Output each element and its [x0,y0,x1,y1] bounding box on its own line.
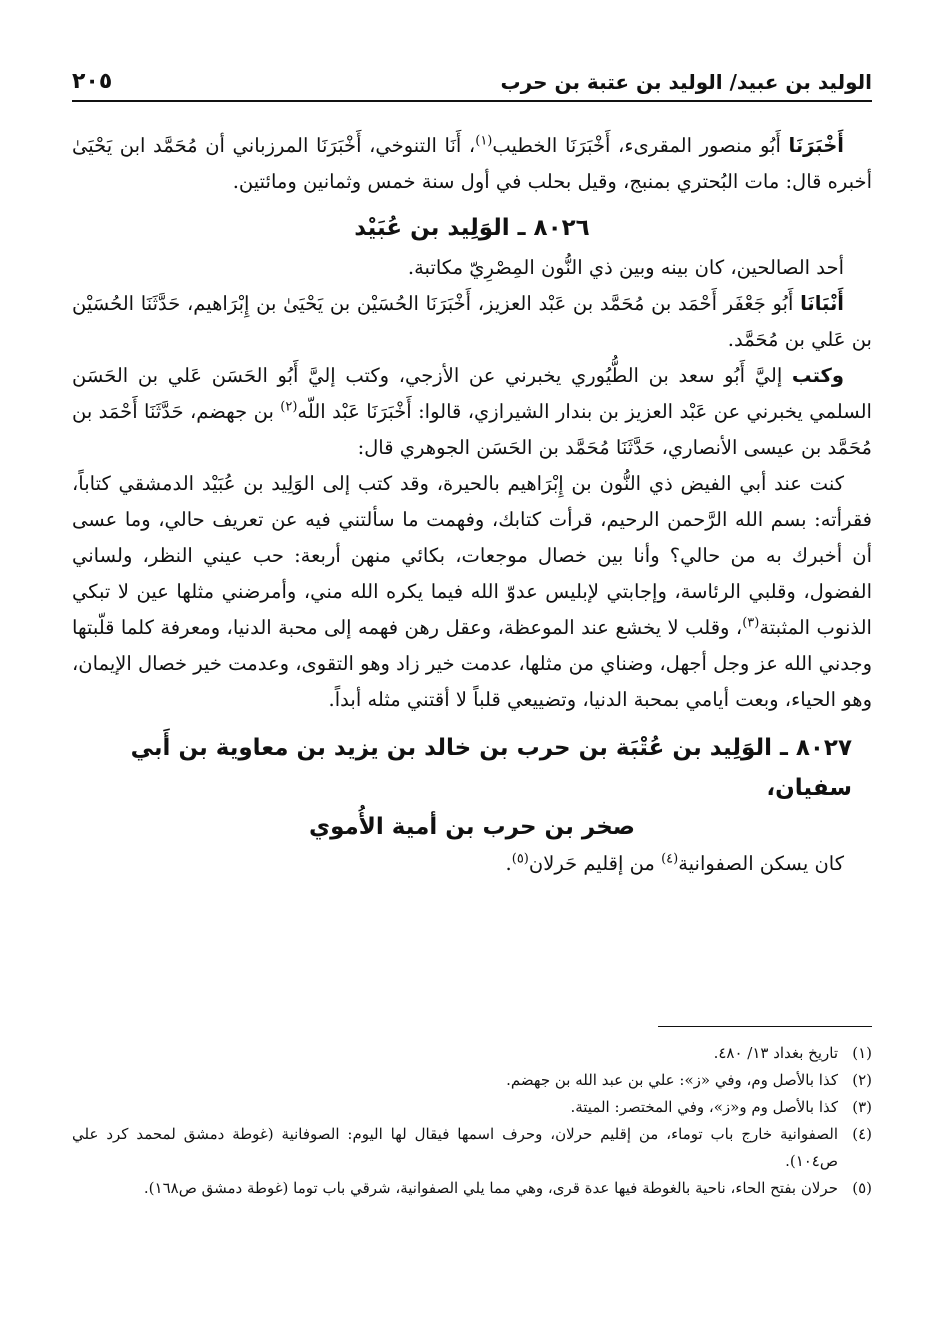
footnote-mark: (٤) [852,1125,872,1143]
paragraph-description: أحد الصالحين، كان بينه وبين ذي النُّون المِصْرِيّ مكاتبة. [407,256,844,279]
footnote-item [72,1175,872,1202]
footnotes [72,1040,872,1202]
footnotes-divider [658,1026,872,1027]
paragraph-lead-word: أَخْبَرَنَا [788,134,844,157]
footnote-text: كذا بالأصل وم، وفي «ز»: علي بن عبد الله بن جهضم. [506,1071,838,1089]
paragraph-text: بن جهضم، حَدَّثَنَا أَحْمَد بن مُحَمَّد بن عيسى الأنصاري، حَدَّثَنَا مُحَمَّد بن الحَسَن الجوهري قال: [72,400,872,459]
paragraph-letter-text [72,466,872,718]
paragraph-residence [72,846,872,882]
paragraph-text: أَبُو جَعْفَر أَحْمَد بن مُحَمَّد بن عَبْد العزيز، أَخْبَرَنَا الحُسَيْن بن يَحْيَىٰ بن إِبْرَاهيم، حَدَّثَنَا الحُسَيْن بن عَلي بن مُحَمَّد. [72,292,872,351]
footnote-ref[interactable]: (٥) [511,851,529,867]
page-number: ٢٠٥ [72,69,113,94]
footnote-ref[interactable]: (٢) [280,399,298,415]
footnote-item [72,1121,872,1175]
footnote-ref[interactable]: (٤) [661,851,679,867]
paragraph-text: . [505,852,512,875]
paragraph-isnad-letter [72,358,872,466]
entry-heading-8027: ٨٠٢٧ ـ الوَلِيد بن عُتْبَة بن حرب بن خالد بن يزيد بن معاوية بن أَبي سفيان، [130,735,852,801]
paragraph-text: من إقليم حَرلان [528,852,662,875]
entry-heading-8026: ٨٠٢٦ ـ الوَلِيد بن عُبَيْد [354,215,590,241]
paragraph-isnad [72,286,872,358]
footnote-ref[interactable]: (٣) [742,615,760,631]
entry-heading-8027-continuation: صخر بن حرب بن أمية الأُموي [308,814,636,840]
footnote-item [72,1094,872,1121]
footnote-item [72,1067,872,1094]
paragraph-text: ، أَنَا التنوخي، أَخْبَرَنَا المرزباني أن مُحَمَّد ابن يَحْيَىٰ أخبره قال: مات البُحتري بمنبج، وقيل بحلب في أول سنة خمس وثمانين ومائتين. [72,134,872,193]
footnote-mark: (١) [852,1044,872,1062]
footnote-text: الصفوانية خارج باب توماء، من إقليم حرلان، وحرف اسمها فيقال لها اليوم: الصوفانية (غوطة دمشق لمحمد كرد علي ص١٠٤). [72,1125,838,1170]
paragraph-text: كنت عند أبي الفيض ذي النُّون بن إِبْرَاهيم بالحيرة، وقد كتب إلى الوَلِيد بن عُبَيْد الدمشقي كتاباً، فقرأته: بسم الله الرَّحمن الرحيم، قرأت كتابك، وفهمت ما سألتني فيه عن تعريف حالي، وما عسى أن أخبرك به من حالي؟ وأنا بين خصال موجعات، بكائي منهن أربعة: حب عيني النظر، ولساني الفضول، وقلبي الرئاسة، وإجابتي لإبليس عدوّ الله فيما يكره الله مني، وأمرضني مثلها عين لا تبكي الذنوب المثبتة [72,472,872,639]
footnote-text: تاريخ بغداد ١٣/ ٤٨٠. [713,1044,838,1062]
footnote-text: كذا بالأصل وم و«ز»، وفي المختصر: الميتة. [570,1098,838,1116]
footnote-mark: (٥) [852,1179,872,1197]
running-header [72,60,872,102]
paragraph-isnad-buhturi [72,128,872,200]
paragraph-text: كان يسكن الصفوانية [678,852,844,875]
paragraph-text: إليَّ أَبُو سعد بن الطُّيُوري يخبرني عن الأزجي، وكتب إليَّ أَبُو الحَسَن عَلي بن الحَسَن السلمي يخبرني عن عَبْد العزيز بن بندار الشيرازي، قالوا: أَخْبَرَنَا عَبْد اللّه [72,364,872,423]
paragraph-text: أَبُو منصور المقرىء، أَخْبَرَنَا الخطيب [492,134,789,157]
running-title: الوليد بن عبيد/ الوليد بن عتبة بن حرب [500,70,872,94]
footnote-text: حرلان بفتح الحاء، ناحية بالغوطة فيها عدة قرى، وهي مما يلي الصفوانية، شرقي باب توما (غوطة دمشق ص١٦٨). [143,1179,838,1197]
footnote-mark: (٣) [852,1098,872,1116]
paragraph-lead-word: وكتب [791,364,844,387]
footnote-mark: (٢) [852,1071,872,1089]
paragraph-text: ، وقلب لا يخشع عند الموعظة، وعقل رهن فهمه إلى محبة الدنيا، ومعرفة كلما قلّبتها وجدني الله عز وجل أجهل، وضناي من مثلها، عدمت خير زاد وهو التقوى، وعدمت خير خصال الإيمان، وهو الحياء، وبعت أيامي بمحبة الدنيا، وتضييعي قلباً لا أقتني مثله أبداً. [72,616,872,711]
paragraph-lead-word: أَنْبَانَا [800,292,844,315]
footnote-item [72,1040,872,1067]
footnote-ref[interactable]: (١) [475,133,493,149]
main-text [72,128,872,882]
